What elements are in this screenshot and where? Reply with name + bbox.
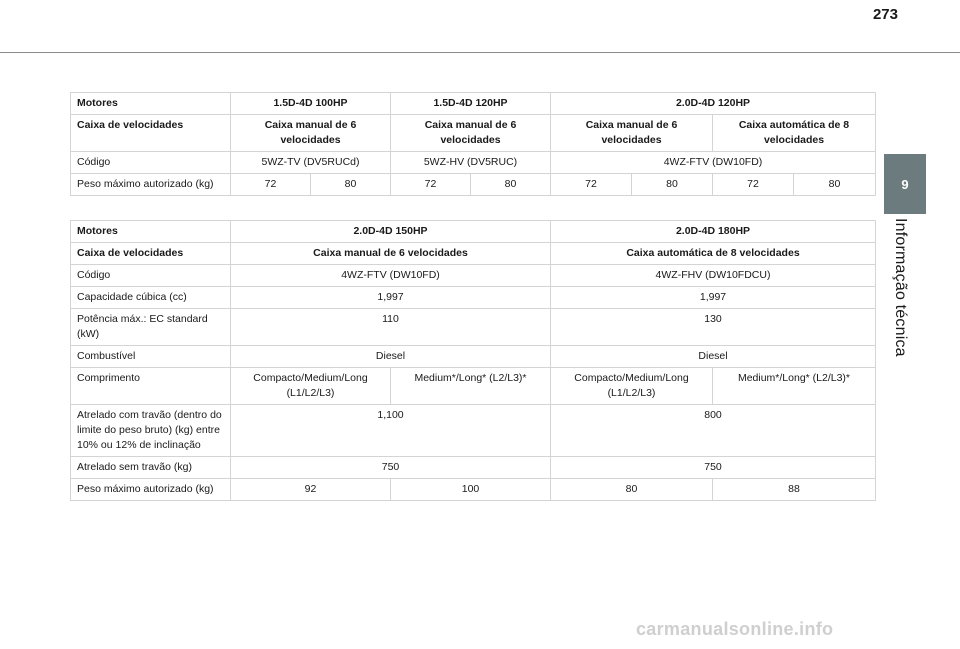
table-cell: Caixa automática de 8 velocidades bbox=[551, 243, 876, 265]
chapter-tab[interactable]: 9 bbox=[884, 154, 926, 214]
table-row bbox=[71, 368, 876, 405]
table-cell: 88 bbox=[713, 479, 876, 501]
row-label: Motores bbox=[71, 93, 231, 115]
page-number: 273 bbox=[872, 6, 898, 23]
table-cell: Diesel bbox=[551, 346, 876, 368]
table-cell: Caixa manual de 6 velocidades bbox=[391, 115, 551, 152]
table-row bbox=[71, 479, 876, 501]
table-cell: 80 bbox=[471, 174, 551, 196]
table-cell: 1,100 bbox=[231, 405, 551, 457]
table-cell: Diesel bbox=[231, 346, 551, 368]
table-row bbox=[71, 174, 876, 196]
table-cell: 2.0D-4D 150HP bbox=[231, 221, 551, 243]
table-cell: 1.5D-4D 100HP bbox=[231, 93, 391, 115]
row-label: Peso máximo autorizado (kg) bbox=[71, 479, 231, 501]
table-cell: Caixa automática de 8 velocidades bbox=[713, 115, 876, 152]
row-label: Combustível bbox=[71, 346, 231, 368]
chapter-title: Informação técnica bbox=[892, 218, 909, 357]
table-cell: 2.0D-4D 180HP bbox=[551, 221, 876, 243]
table-cell: 72 bbox=[391, 174, 471, 196]
table-cell: 4WZ-FHV (DW10FDCU) bbox=[551, 265, 876, 287]
row-label: Código bbox=[71, 152, 231, 174]
table-cell: 80 bbox=[794, 174, 876, 196]
watermark: carmanualsonline.info bbox=[636, 619, 834, 639]
row-label: Caixa de velocidades bbox=[71, 115, 231, 152]
row-label: Peso máximo autorizado (kg) bbox=[71, 174, 231, 196]
row-label: Atrelado sem travão (kg) bbox=[71, 457, 231, 479]
table-cell: 72 bbox=[551, 174, 632, 196]
table-row bbox=[71, 152, 876, 174]
table-cell: Compacto/Medium/Long (L1/L2/L3) bbox=[551, 368, 713, 405]
table-cell: Caixa manual de 6 velocidades bbox=[551, 115, 713, 152]
table-cell: 750 bbox=[551, 457, 876, 479]
table-cell: Compacto/Medium/Long (L1/L2/L3) bbox=[231, 368, 391, 405]
engines-table-1 bbox=[70, 92, 876, 196]
row-label: Atrelado com travão (dentro do limite do peso bruto) (kg) entre 10% ou 12% de inclinação bbox=[71, 405, 231, 457]
table-cell: 4WZ-FTV (DW10FD) bbox=[231, 265, 551, 287]
table-cell: 2.0D-4D 120HP bbox=[551, 93, 876, 115]
table-cell: Medium*/Long* (L2/L3)* bbox=[713, 368, 876, 405]
row-label: Comprimento bbox=[71, 368, 231, 405]
table-row bbox=[71, 115, 876, 152]
table-cell: 1,997 bbox=[551, 287, 876, 309]
table-row bbox=[71, 457, 876, 479]
table-cell: 5WZ-TV (DV5RUCd) bbox=[231, 152, 391, 174]
table-cell: 72 bbox=[713, 174, 794, 196]
table-cell: 110 bbox=[231, 309, 551, 346]
table-cell: 92 bbox=[231, 479, 391, 501]
header-divider bbox=[0, 52, 960, 53]
table-cell: 800 bbox=[551, 405, 876, 457]
engines-table-2 bbox=[70, 220, 876, 501]
table-cell: 5WZ-HV (DV5RUC) bbox=[391, 152, 551, 174]
row-label: Código bbox=[71, 265, 231, 287]
table-cell: 80 bbox=[551, 479, 713, 501]
table-cell: 1,997 bbox=[231, 287, 551, 309]
table-cell: 80 bbox=[311, 174, 391, 196]
table-cell: Caixa manual de 6 velocidades bbox=[231, 115, 391, 152]
table-cell: Medium*/Long* (L2/L3)* bbox=[391, 368, 551, 405]
table-row bbox=[71, 265, 876, 287]
table-cell: 100 bbox=[391, 479, 551, 501]
row-label: Motores bbox=[71, 221, 231, 243]
table-row bbox=[71, 243, 876, 265]
row-label: Caixa de velocidades bbox=[71, 243, 231, 265]
table-cell: 72 bbox=[231, 174, 311, 196]
table-row bbox=[71, 405, 876, 457]
table-cell: 750 bbox=[231, 457, 551, 479]
table-row bbox=[71, 93, 876, 115]
table-row bbox=[71, 309, 876, 346]
table-cell: 80 bbox=[632, 174, 713, 196]
table-row bbox=[71, 287, 876, 309]
table-row bbox=[71, 346, 876, 368]
row-label: Potência máx.: EC standard (kW) bbox=[71, 309, 231, 346]
row-label: Capacidade cúbica (cc) bbox=[71, 287, 231, 309]
table-cell: 130 bbox=[551, 309, 876, 346]
table-cell: Caixa manual de 6 velocidades bbox=[231, 243, 551, 265]
table-cell: 4WZ-FTV (DW10FD) bbox=[551, 152, 876, 174]
table-row bbox=[71, 221, 876, 243]
table-cell: 1.5D-4D 120HP bbox=[391, 93, 551, 115]
